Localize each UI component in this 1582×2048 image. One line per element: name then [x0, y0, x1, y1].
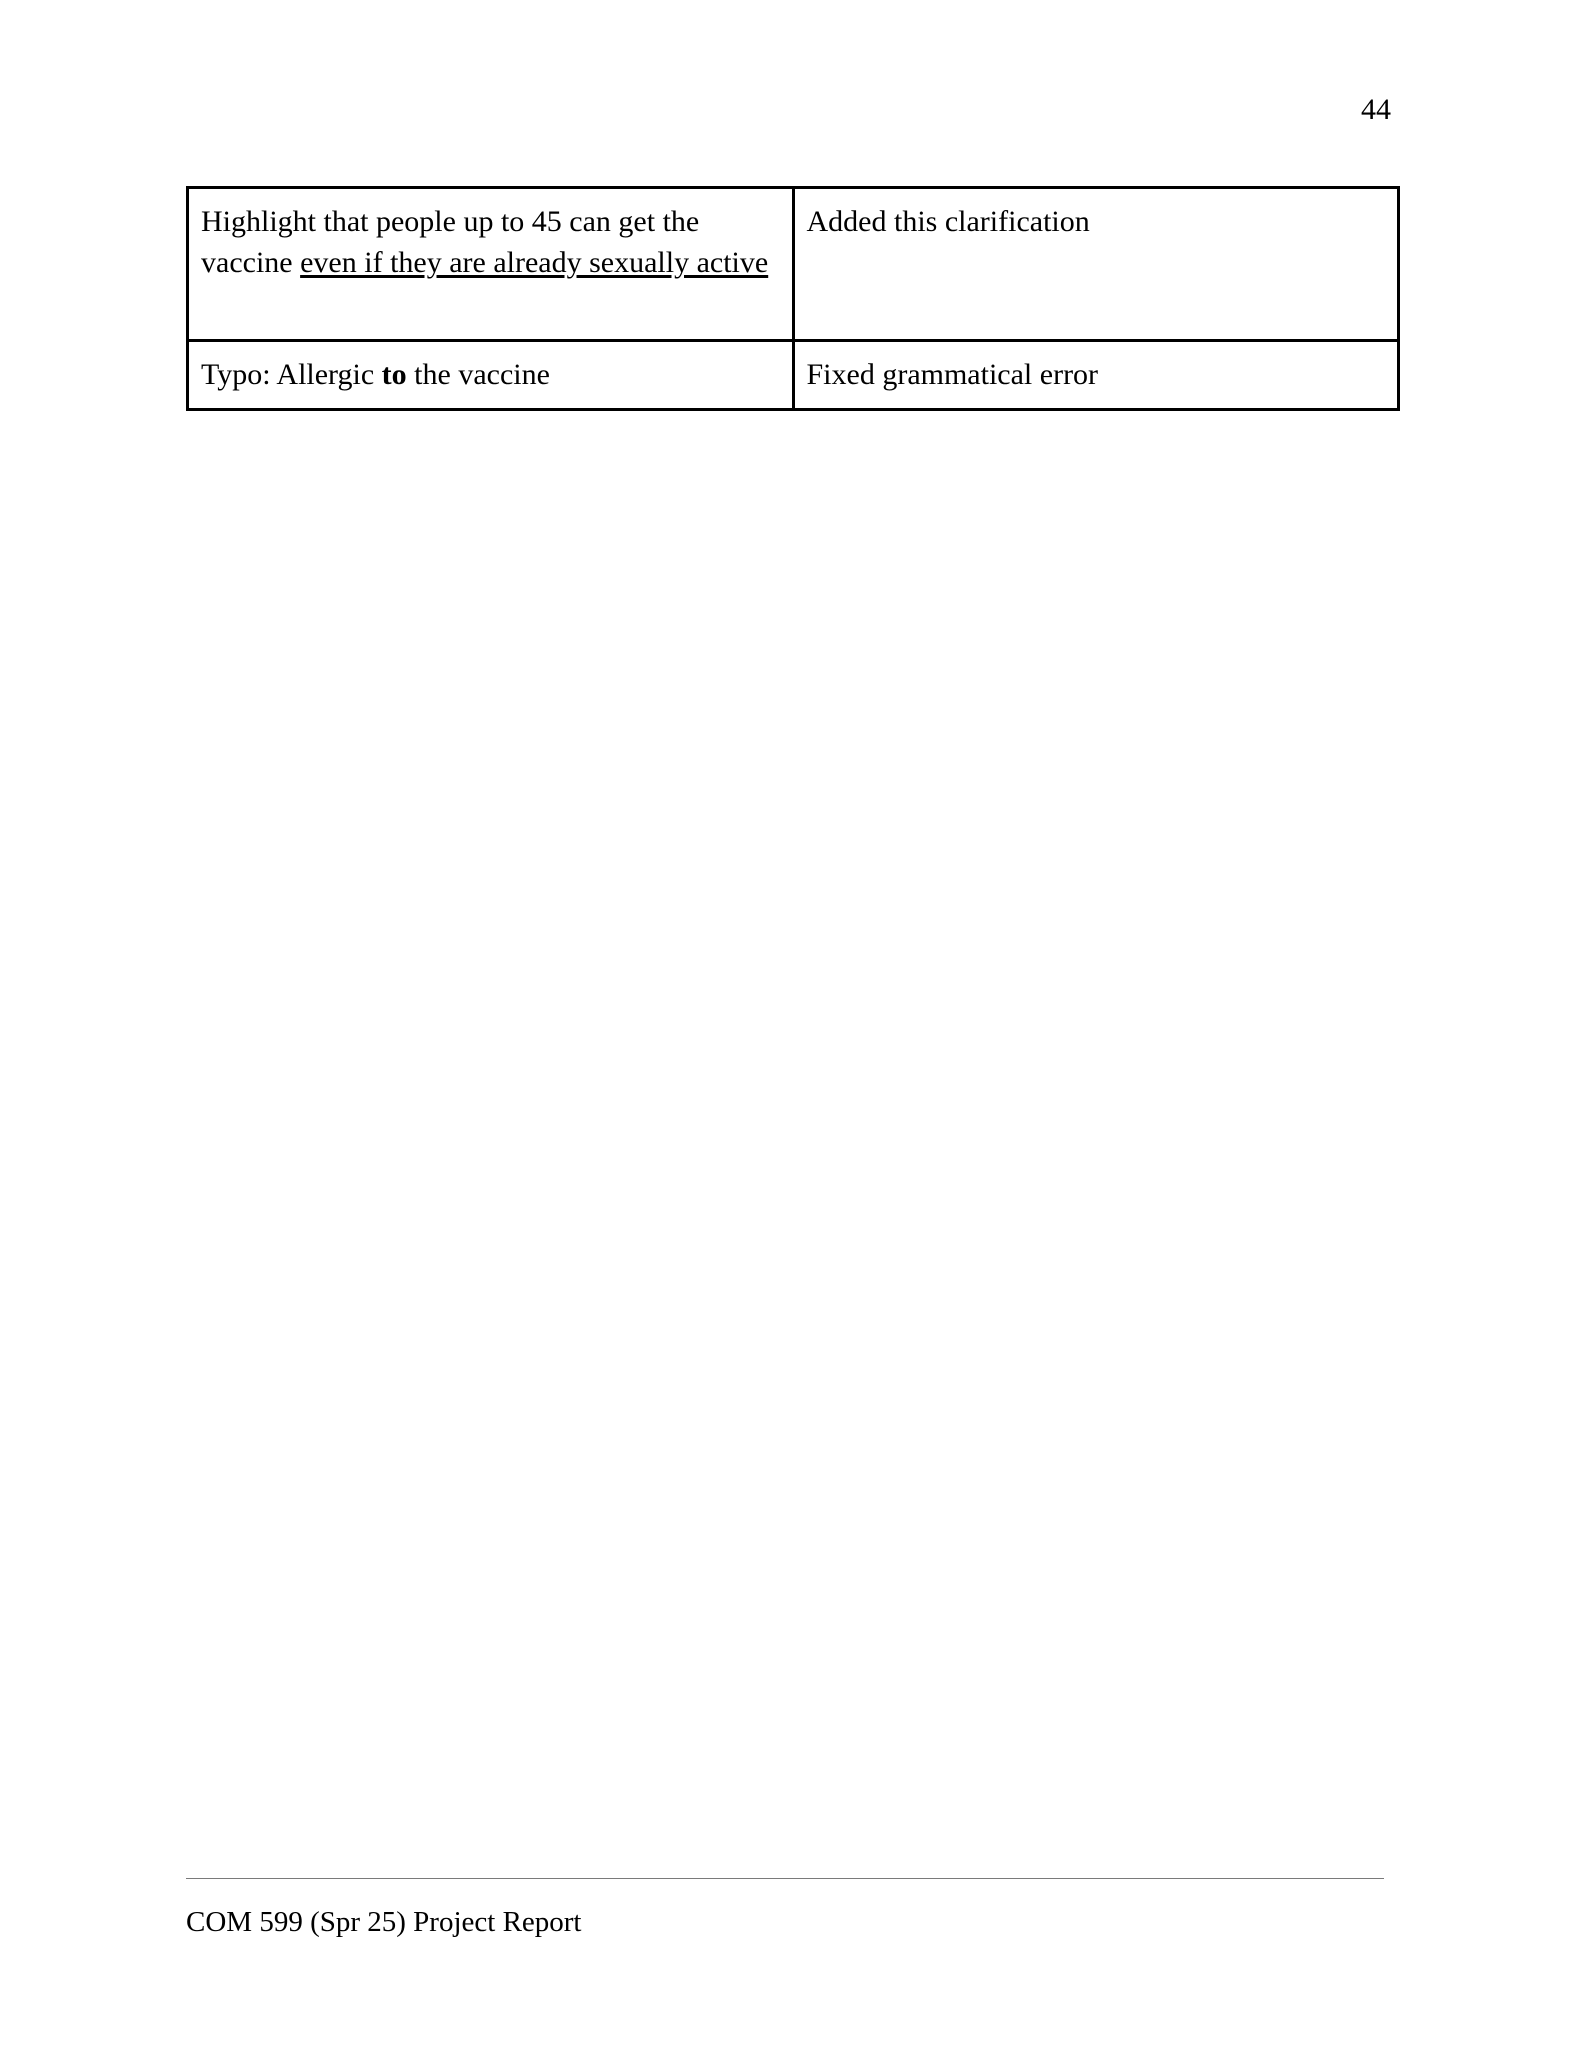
bold-emphasis: to [381, 358, 407, 391]
underlined-emphasis: even if they are already sexually active [300, 246, 769, 279]
table-row [188, 188, 1399, 341]
feedback-text-suffix: the vaccine [406, 358, 550, 391]
table-row [188, 341, 1399, 410]
response-cell [793, 188, 1399, 341]
feedback-response-table [186, 186, 1400, 411]
feedback-text: Highlight that people up to 45 can get the vaccine [201, 205, 700, 279]
response-text: Added this clarification [806, 205, 1090, 238]
footer-text: COM 599 (Spr 25) Project Report [186, 1906, 582, 1938]
feedback-cell [188, 341, 794, 410]
page-number: 44 [1361, 93, 1391, 126]
response-text: Fixed grammatical error [806, 358, 1099, 391]
feedback-text: Typo: Allergic [201, 358, 382, 391]
response-cell [793, 341, 1399, 410]
feedback-cell [188, 188, 794, 341]
footer-divider [186, 1878, 1384, 1879]
